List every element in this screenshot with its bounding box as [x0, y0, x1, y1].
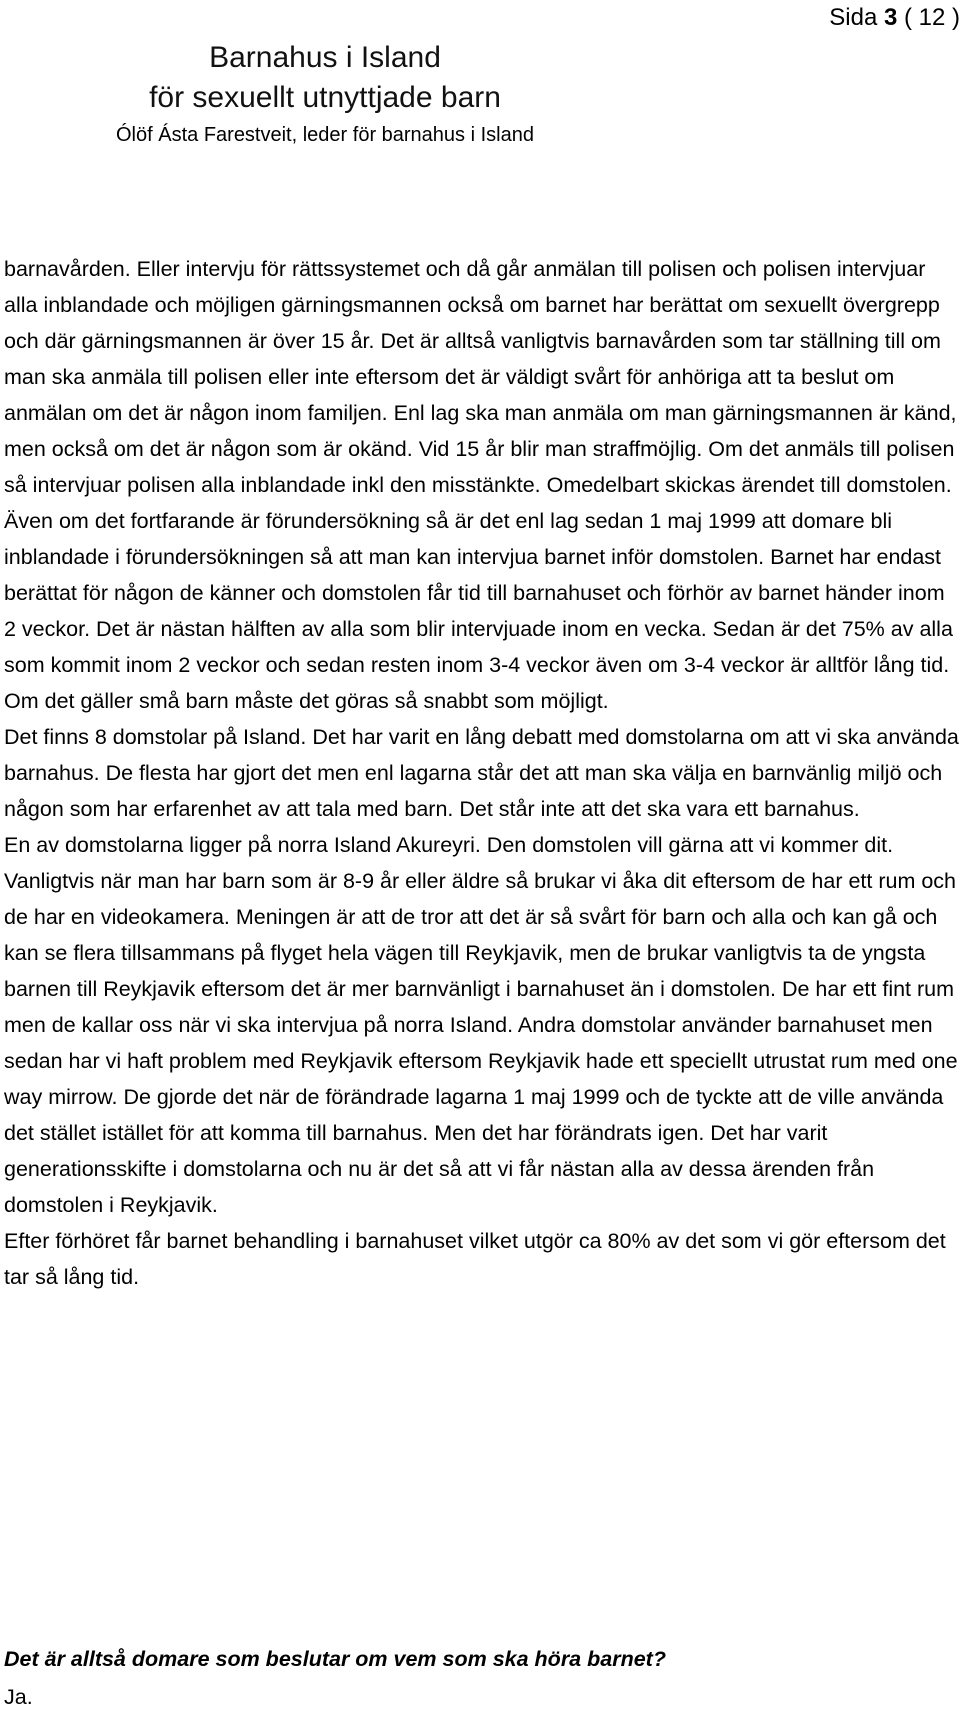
document-author: Ólöf Ásta Farestveit, leder för barnahus i Island	[116, 124, 534, 146]
page-number-total: ( 12 )	[897, 4, 960, 31]
document-title: Barnahus i Island	[209, 41, 441, 74]
document-subtitle: för sexuellt utnyttjade barn	[149, 81, 501, 114]
body-text	[4, 251, 960, 1295]
document-header	[0, 38, 650, 150]
page-number-current: 3	[883, 4, 898, 31]
paragraph: Det finns 8 domstolar på Island. Det har varit en lång debatt med domstolarna om att vi ska använda barnahus. De flesta har gjort det men enl lagarna står det att man ska välja en barnvänlig miljö och någon som har erfarenhet av att tala med barn. Det står inte att det ska vara ett barnahus.	[4, 725, 959, 821]
interview-answer: Ja.	[4, 1685, 33, 1709]
paragraph: barnavården. Eller intervju för rättssystemet och då går anmälan till polisen och polisen intervjuar alla inblandade och möjligen gärningsmannen också om barnet har berättat om sexuellt övergrepp och där gärningsmannen är över 15 år. Det är alltså vanligtvis barnavården som tar ställning till om man ska anmäla till polisen eller inte eftersom det är väldigt svårt för anhöriga att ta beslut om anmälan om det är någon inom familjen. Enl lag ska man anmäla om man gärningsmannen är känd, men också om det är någon som är okänd. Vid 15 år blir man straffmöjlig. Om det anmäls till polisen så intervjuar polisen alla inblandade inkl den misstänkte. Omedelbart skickas ärendet till domstolen. Även om det fortfarande är förundersökning så är det enl lag sedan 1 maj 1999 att domare bli inblandade i förundersökningen så att man kan intervjua barnet inför domstolen. Barnet har endast berättat för någon de känner och domstolen får tid till barnahuset och förhör av barnet händer inom 2 veckor. Det är nästan hälften av alla som blir intervjuade inom en vecka. Sedan är det 75% av alla som kommit inom 2 veckor och sedan resten inom 3-4 veckor även om 3-4 veckor är alltför lång tid. Om det gäller små barn måste det göras så snabbt som möjligt.	[4, 257, 957, 713]
interview-question: Det är alltså domare som beslutar om vem som ska höra barnet?	[4, 1647, 666, 1671]
page-number-prefix: Sida	[829, 4, 884, 31]
page-number	[829, 4, 960, 32]
paragraph: En av domstolarna ligger på norra Island Akureyri. Den domstolen vill gärna att vi kommer dit. Vanligtvis när man har barn som är 8-9 år eller äldre så brukar vi åka dit eftersom de har ett rum och de har en videokamera. Meningen är att de tror att det är så svårt för barn och alla och kan gå och kan se flera tillsammans på flyget hela vägen till Reykjavik, men de brukar vanligtvis ta de yngsta barnen till Reykjavik eftersom det är mer barnvänligt i barnahuset än i domstolen. De har ett fint rum men de kallar oss när vi ska intervjua på norra Island. Andra domstolar använder barnahuset men sedan har vi haft problem med Reykjavik eftersom Reykjavik hade ett speciellt utrustat rum med one way mirrow. De gjorde det när de förändrade lagarna 1 maj 1999 och de tyckte att de ville använda det stället istället för att komma till barnahus. Men det har förändrats igen. Det har varit generationsskifte i domstolarna och nu är det så att vi får nästan alla av dessa ärenden från domstolen i Reykjavik.	[4, 833, 958, 1217]
paragraph: Efter förhöret får barnet behandling i barnahuset vilket utgör ca 80% av det som vi gör eftersom det tar så lång tid.	[4, 1229, 946, 1289]
